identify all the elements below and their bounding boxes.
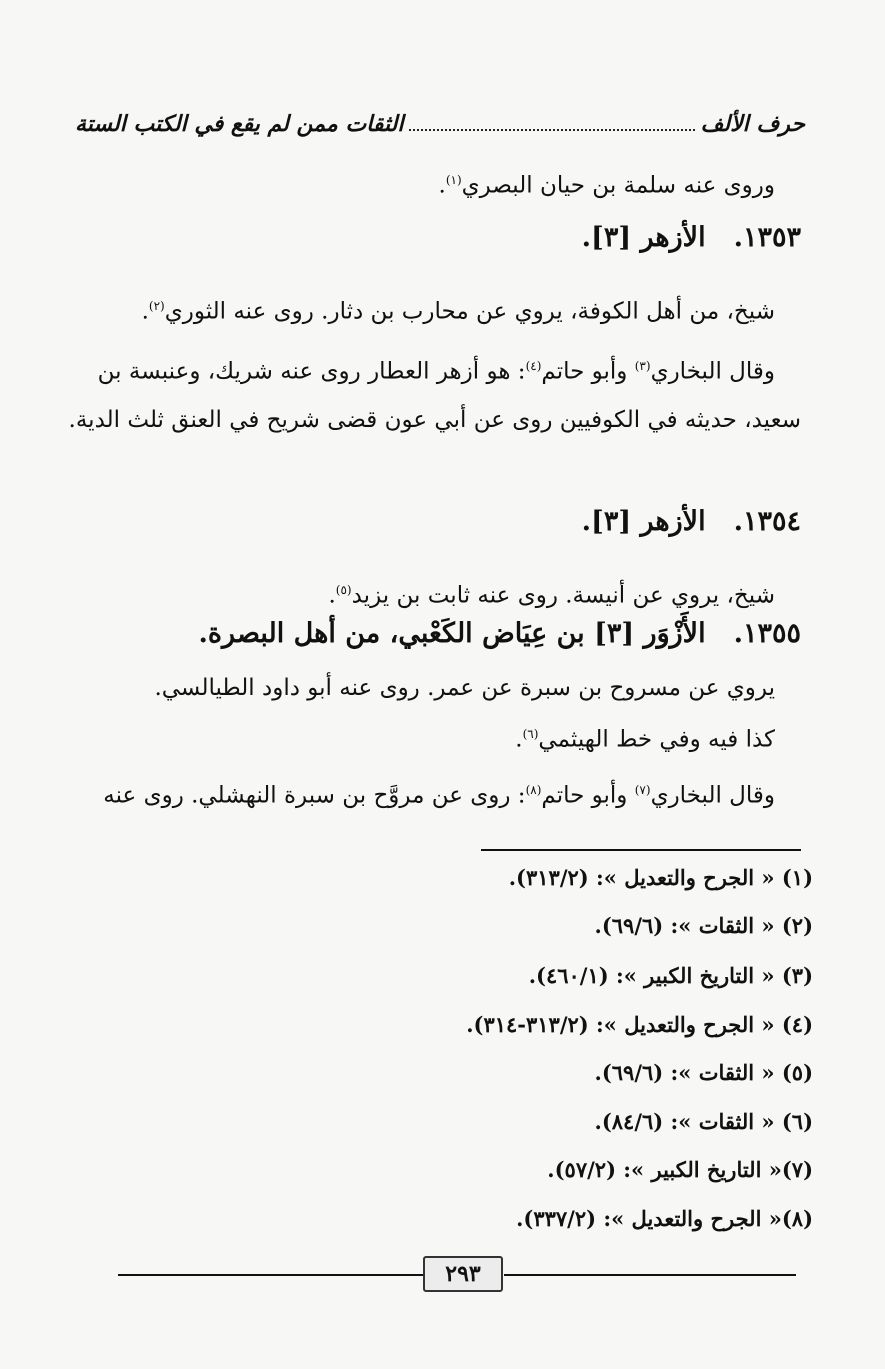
footnote-ref: (٣) (634, 359, 651, 373)
entry-heading-1353 (582, 216, 801, 260)
text-line: وقال البخاري$^{(٧)}$ وأبو حاتم$^{(٨)}$: روى عن مروَّح بن سبرة النهشلي. روى عنه (103, 782, 775, 809)
footnote-ref: (٨) (525, 783, 542, 797)
entry-number: ١٣٥٤. (733, 506, 801, 537)
entry-name: الأزهر [٣]. (581, 222, 706, 253)
footnote-separator (481, 849, 801, 851)
text-line: شيخ، يروي عن أنيسة. روى عنه ثابت بن يزيد$^{(٥)}$. (328, 582, 775, 609)
entry-number: ١٣٥٥. (733, 618, 801, 649)
footnote-4: (٤) « الجرح والتعديل »: (٣١٣/٢-٣١٤). (466, 1012, 813, 1037)
page-number: ٢٩٣ (423, 1256, 503, 1292)
header-dots (409, 129, 694, 131)
text-line: شيخ، من أهل الكوفة، يروي عن محارب بن دثار. روى عنه الثوري$^{(٢)}$. (141, 298, 775, 325)
entry-name: الأَزْوَر [٣] بن عِيَاض الكَعْبي، من أهل البصرة. (198, 618, 706, 649)
entry-heading-1355 (199, 612, 801, 656)
text-line: سعيد، حديثه في الكوفيين روى عن أبي عون قضى شريح في العنق ثلث الدية. (68, 407, 801, 433)
footer-rule-right (504, 1274, 796, 1276)
entry-heading-1354 (582, 500, 801, 544)
footnote-ref: (٦) (522, 727, 539, 741)
footnote-ref: (٢) (148, 299, 165, 313)
text-line: وروى عنه سلمة بن حيان البصري$^{(١)}$. (438, 172, 775, 199)
footnote-8: (٨)« الجرح والتعديل »: (٣٣٧/٢). (516, 1206, 813, 1231)
footer-rule-left (118, 1274, 423, 1276)
header-book-title: الثقات ممن لم يقع في الكتب الستة (75, 111, 404, 137)
footnote-ref: (١) (445, 173, 462, 187)
footnote-7: (٧)« التاريخ الكبير »: (٥٧/٢). (547, 1157, 813, 1182)
page-footer (118, 1256, 796, 1296)
footnote-ref: (٧) (634, 783, 651, 797)
text-line: وقال البخاري$^{(٣)}$ وأبو حاتم$^{(٤)}$: هو أزهر العطار روى عنه شريك، وعنبسة بن (97, 358, 775, 385)
header-chapter: حرف الألف (700, 111, 805, 137)
footnote-ref: (٥) (335, 583, 352, 597)
footnote-5: (٥) « الثقات »: (٦٩/٦). (594, 1060, 813, 1085)
entry-number: ١٣٥٣. (733, 222, 801, 253)
footnote-ref: (٤) (525, 359, 542, 373)
text-line: كذا فيه وفي خط الهيثمي$^{(٦)}$. (515, 726, 775, 753)
footnote-2: (٢) « الثقات »: (٦٩/٦). (594, 913, 813, 938)
text-line: يروي عن مسروح بن سبرة عن عمر. روى عنه أبو داود الطيالسي. (154, 675, 775, 701)
footnote-1: (١) « الجرح والتعديل »: (٣١٣/٢). (508, 865, 813, 890)
running-header (75, 104, 805, 144)
footnote-6: (٦) « الثقات »: (٨٤/٦). (594, 1109, 813, 1134)
footnote-3: (٣) « التاريخ الكبير »: (٤٦٠/١). (528, 963, 813, 988)
entry-name: الأزهر [٣]. (581, 506, 706, 537)
